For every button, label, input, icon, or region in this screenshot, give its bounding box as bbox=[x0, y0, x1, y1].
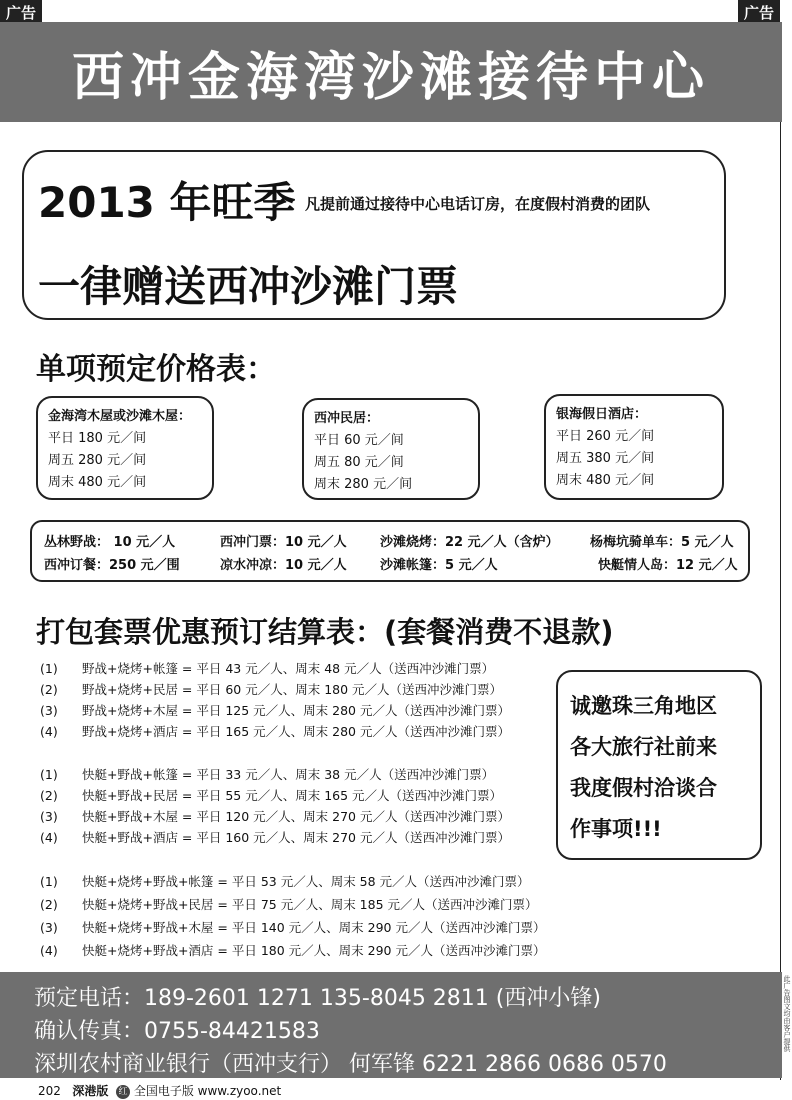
extra-item: 沙滩帐篷：5 元／人 bbox=[380, 558, 498, 573]
site-link[interactable]: 全国电子版 www.zyoo.net bbox=[133, 1084, 282, 1098]
package-num: (1) bbox=[40, 767, 58, 782]
extra-item: 凉水冲凉：10 元／人 bbox=[220, 558, 347, 573]
package-row bbox=[40, 893, 545, 916]
package-num: (3) bbox=[40, 703, 58, 718]
extra-item: 丛林野战： 10 元／人 bbox=[44, 535, 176, 550]
package-num: (4) bbox=[40, 943, 58, 958]
package-text: 快艇+野战+民居 = 平日 55 元／人、周末 165 元／人（送西冲沙滩门票） bbox=[82, 788, 503, 803]
package-row bbox=[40, 870, 545, 893]
package-row bbox=[40, 806, 510, 827]
package-num: (1) bbox=[40, 874, 58, 889]
package-row bbox=[40, 679, 510, 700]
promo-headline: 一律赠送西冲沙滩门票 bbox=[38, 262, 459, 311]
side-note: 此广告图文均由客户提供 bbox=[783, 975, 791, 1052]
header-banner bbox=[0, 22, 782, 122]
promo-year: 2013 年旺季 bbox=[38, 178, 296, 227]
package-num: (2) bbox=[40, 897, 58, 912]
red-badge-icon: 红 bbox=[116, 1085, 130, 1099]
contact-bank: 深圳农村商业银行（西冲支行） 何军锋 6221 2866 0686 0570 bbox=[34, 1052, 667, 1077]
extra-item: 沙滩烧烤：22 元／人（含炉） bbox=[380, 535, 559, 550]
package-text: 快艇+烧烤+野战+民居 = 平日 75 元／人、周末 185 元／人（送西冲沙滩门票） bbox=[82, 897, 538, 912]
price-line: 周五 80 元／间 bbox=[314, 455, 404, 470]
ad-tag-left: 广告 bbox=[0, 0, 42, 25]
extra-item: 西冲订餐：250 元／围 bbox=[44, 558, 180, 573]
package-text: 快艇+烧烤+野战+酒店 = 平日 180 元／人、周末 290 元／人（送西冲沙滩门票） bbox=[82, 943, 546, 958]
package-text: 快艇+烧烤+野战+木屋 = 平日 140 元／人、周末 290 元／人（送西冲沙滩门票） bbox=[82, 920, 546, 935]
price-box-cabin bbox=[36, 396, 214, 500]
edition-label: 深港版 bbox=[72, 1084, 109, 1098]
price-box-title: 西冲民居： bbox=[314, 411, 380, 426]
package-row bbox=[40, 785, 510, 806]
invite-line: 我度假村洽谈合 bbox=[570, 776, 717, 800]
price-line: 平日 260 元／间 bbox=[556, 429, 655, 444]
package-row bbox=[40, 827, 510, 848]
promo-note: 凡提前通过接待中心电话订房，在度假村消费的团队 bbox=[305, 195, 651, 213]
invite-line: 诚邀珠三角地区 bbox=[570, 694, 717, 718]
single-price-title: 单项预定价格表： bbox=[36, 352, 276, 387]
package-num: (2) bbox=[40, 788, 58, 803]
contact-phone: 预定电话：189-2601 1271 135-8045 2811 (西冲小锋) bbox=[34, 986, 601, 1011]
invite-line: 各大旅行社前来 bbox=[570, 735, 717, 759]
package-num: (3) bbox=[40, 920, 58, 935]
package-row bbox=[40, 700, 510, 721]
price-box-title: 银海假日酒店： bbox=[556, 407, 648, 422]
page-number: 202 bbox=[38, 1084, 61, 1098]
price-box-homestay bbox=[302, 398, 480, 500]
package-text: 野战+烧烤+民居 = 平日 60 元／人、周末 180 元／人（送西冲沙滩门票） bbox=[82, 682, 503, 697]
package-group-1 bbox=[40, 658, 510, 742]
extra-item: 快艇情人岛：12 元／人 bbox=[598, 558, 738, 573]
package-text: 快艇+野战+酒店 = 平日 160 元／人、周末 270 元／人（送西冲沙滩门票） bbox=[82, 830, 510, 845]
price-box-title: 金海湾木屋或沙滩木屋： bbox=[48, 409, 192, 424]
package-text: 快艇+烧烤+野战+帐篷 = 平日 53 元／人、周末 58 元／人（送西冲沙滩门票） bbox=[82, 874, 530, 889]
extra-item: 西冲门票：10 元／人 bbox=[220, 535, 347, 550]
price-line: 周五 280 元／间 bbox=[48, 453, 147, 468]
package-group-2 bbox=[40, 764, 510, 848]
package-row bbox=[40, 916, 545, 939]
price-line: 平日 180 元／间 bbox=[48, 431, 147, 446]
package-num: (2) bbox=[40, 682, 58, 697]
package-row bbox=[40, 658, 510, 679]
price-line: 周末 480 元／间 bbox=[556, 473, 655, 488]
invite-line: 作事项!!! bbox=[570, 817, 662, 841]
package-group-3 bbox=[40, 870, 545, 962]
package-num: (3) bbox=[40, 809, 58, 824]
package-text: 快艇+野战+帐篷 = 平日 33 元／人、周末 38 元／人（送西冲沙滩门票） bbox=[82, 767, 495, 782]
package-row bbox=[40, 764, 510, 785]
price-line: 周末 280 元／间 bbox=[314, 477, 413, 492]
price-line: 周五 380 元／间 bbox=[556, 451, 655, 466]
package-num: (4) bbox=[40, 830, 58, 845]
package-row bbox=[40, 939, 545, 962]
page-footer bbox=[38, 1082, 281, 1099]
contact-banner bbox=[0, 972, 782, 1078]
package-text: 野战+烧烤+帐篷 = 平日 43 元／人、周末 48 元／人（送西冲沙滩门票） bbox=[82, 661, 495, 676]
package-row bbox=[40, 721, 510, 742]
package-num: (4) bbox=[40, 724, 58, 739]
price-box-hotel bbox=[544, 394, 724, 500]
price-line: 周末 480 元／间 bbox=[48, 475, 147, 490]
header-title: 西冲金海湾沙滩接待中心 bbox=[71, 46, 710, 108]
package-num: (1) bbox=[40, 661, 58, 676]
invite-box bbox=[556, 670, 762, 860]
package-text: 野战+烧烤+木屋 = 平日 125 元／人、周末 280 元／人（送西冲沙滩门票） bbox=[82, 703, 510, 718]
price-line: 平日 60 元／间 bbox=[314, 433, 404, 448]
package-text: 快艇+野战+木屋 = 平日 120 元／人、周末 270 元／人（送西冲沙滩门票） bbox=[82, 809, 510, 824]
package-text: 野战+烧烤+酒店 = 平日 165 元／人、周末 280 元／人（送西冲沙滩门票） bbox=[82, 724, 510, 739]
extra-item: 杨梅坑骑单车：5 元／人 bbox=[590, 535, 734, 550]
contact-fax: 确认传真：0755-84421583 bbox=[34, 1019, 320, 1044]
package-title: 打包套票优惠预订结算表：(套餐消费不退款) bbox=[36, 615, 614, 649]
ad-tag-right: 广告 bbox=[738, 0, 780, 25]
